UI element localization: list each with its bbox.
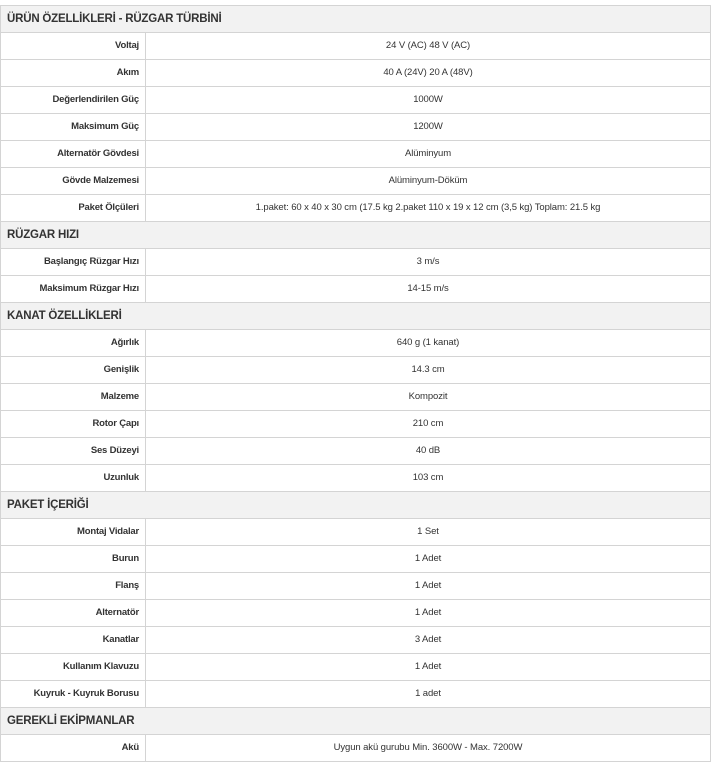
spec-row xyxy=(0,653,711,680)
spec-row xyxy=(0,572,711,599)
spec-value: 210 cm xyxy=(412,418,444,429)
spec-label: Paket Ölçüleri xyxy=(1,195,146,221)
spec-label: Ağırlık xyxy=(1,330,146,356)
spec-row xyxy=(0,113,711,140)
spec-value: 3 Adet xyxy=(414,634,442,645)
spec-value: 640 g (1 kanat) xyxy=(396,337,460,348)
spec-label: Maksimum Rüzgar Hızı xyxy=(1,276,146,302)
spec-row xyxy=(0,167,711,194)
section-header-0: ÜRÜN ÖZELLİKLERİ - RÜZGAR TÜRBİNİ xyxy=(0,5,711,32)
spec-label: Genişlik xyxy=(1,357,146,383)
spec-row xyxy=(0,437,711,464)
spec-row xyxy=(0,32,711,59)
spec-label: Voltaj xyxy=(1,33,146,59)
spec-value: 1 Adet xyxy=(414,661,442,672)
spec-label: Uzunluk xyxy=(1,465,146,491)
spec-value: 1 Set xyxy=(417,526,439,537)
spec-row xyxy=(0,275,711,302)
spec-row xyxy=(0,329,711,356)
spec-value: 1200W xyxy=(413,121,443,132)
spec-value: 24 V (AC) 48 V (AC) xyxy=(385,40,471,51)
spec-value: 14.3 cm xyxy=(411,364,445,375)
spec-value: 14-15 m/s xyxy=(407,283,449,294)
spec-value: 1 Adet xyxy=(414,607,442,618)
spec-label: Ses Düzeyi xyxy=(1,438,146,464)
section-header-3: PAKET İÇERİĞİ xyxy=(0,491,711,518)
spec-row xyxy=(0,194,711,221)
spec-value: 1 Adet xyxy=(414,580,442,591)
section-header-2: KANAT ÖZELLİKLERİ xyxy=(0,302,711,329)
spec-row xyxy=(0,626,711,653)
spec-label: Burun xyxy=(1,546,146,572)
spec-value: 3 m/s xyxy=(416,256,440,267)
spec-label: Montaj Vidalar xyxy=(1,519,146,545)
spec-row xyxy=(0,383,711,410)
spec-label: Flanş xyxy=(1,573,146,599)
spec-value: 103 cm xyxy=(412,472,444,483)
spec-value: Uygun akü gurubu Min. 3600W - Max. 7200W xyxy=(333,742,523,753)
spec-row xyxy=(0,59,711,86)
spec-label: Kanatlar xyxy=(1,627,146,653)
spec-value: Kompozit xyxy=(408,391,448,402)
spec-row xyxy=(0,599,711,626)
spec-value: 1 adet xyxy=(415,688,441,699)
section-header-1: RÜZGAR HIZI xyxy=(0,221,711,248)
spec-row xyxy=(0,734,711,762)
spec-label: Kuyruk - Kuyruk Borusu xyxy=(1,681,146,707)
spec-label: Akü xyxy=(1,735,146,761)
spec-row xyxy=(0,86,711,113)
spec-row xyxy=(0,356,711,383)
spec-value: 1000W xyxy=(413,94,443,105)
section-header-4: GEREKLİ EKİPMANLAR xyxy=(0,707,711,734)
spec-label: Malzeme xyxy=(1,384,146,410)
spec-label: Alternatör Gövdesi xyxy=(1,141,146,167)
spec-label: Başlangıç Rüzgar Hızı xyxy=(1,249,146,275)
spec-row xyxy=(0,140,711,167)
spec-label: Gövde Malzemesi xyxy=(1,168,146,194)
spec-label: Değerlendirilen Güç xyxy=(1,87,146,113)
spec-row xyxy=(0,545,711,572)
spec-value: 1.paket: 60 x 40 x 30 cm (17.5 kg 2.paket 110 x 19 x 12 cm (3,5 kg) Toplam: 21.5 kg xyxy=(255,202,601,213)
spec-label: Alternatör xyxy=(1,600,146,626)
spec-row xyxy=(0,464,711,491)
spec-value: Alüminyum xyxy=(404,148,452,159)
spec-label: Akım xyxy=(1,60,146,86)
spec-row xyxy=(0,518,711,545)
spec-row xyxy=(0,410,711,437)
spec-label: Rotor Çapı xyxy=(1,411,146,437)
spec-value: 40 A (24V) 20 A (48V) xyxy=(383,67,473,78)
spec-row xyxy=(0,680,711,707)
spec-value: Alüminyum-Döküm xyxy=(388,175,468,186)
spec-label: Kullanım Klavuzu xyxy=(1,654,146,680)
spec-value: 40 dB xyxy=(415,445,441,456)
spec-value: 1 Adet xyxy=(414,553,442,564)
spec-label: Maksimum Güç xyxy=(1,114,146,140)
spec-row xyxy=(0,248,711,275)
spec-table xyxy=(0,5,711,762)
